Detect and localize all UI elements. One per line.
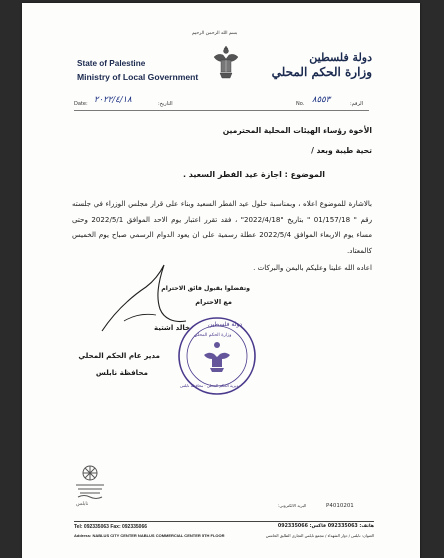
stamp-text-top: دولة فلسطين (208, 321, 243, 328)
date-value: ٢٠٢٢/٤/١٨ (94, 95, 132, 105)
date-label-en: Date: (74, 101, 88, 107)
footer-address-ar: العنوان: نابلس / دوار الشهداء / مجمع نابلس التجاري الطابق الخامس (265, 533, 374, 538)
email-label: البريد الالكتروني: (278, 503, 307, 508)
stamp-text-middle: وزارة الحكم المحلي (194, 333, 232, 338)
letter-page (22, 3, 420, 558)
no-value: ٨٥٥٣ (312, 95, 331, 105)
header-ar-line2: وزارة الحكم المحلي (271, 65, 372, 79)
recipient-line: الأخوة رؤساء الهيئات المحلية المحترمين (222, 126, 372, 135)
logo-caption: نابلس (76, 501, 89, 507)
bismillah: بسم الله الرحمن الرحيم (192, 31, 238, 36)
header-en-line1: State of Palestine (77, 59, 146, 68)
palestine-eagle-emblem-icon (211, 43, 241, 83)
paragraph-main: بالاشارة للموضوع اعلاه ، وبمناسبة حلول عيد الفطر السعيد وبناء على قرار مجلس الوزراء في جلسته رقم " 01/157/18 " بتاريخ "2022/4/18" ، فقد تقرر اعتبار يوم الاحد الموافق 2022/5/1 وحتى مساء يوم الاربعاء الموافق 2022/5/4 عطلة رسمية على ان يعود الدوام الرسمي صباح يوم الخميس كالمعتاد. (72, 199, 372, 255)
date-label-ar: التاريخ: (158, 101, 173, 107)
paragraph-wishes: اعاده الله علينا وعليكم باليمن والبركات . (253, 263, 372, 272)
no-label-en: No. (296, 101, 305, 107)
footer-tel-ar: هاتف: 092335063 فاكس: 092335066 (277, 524, 374, 529)
signatory-governorate: محافظة نابلس (95, 368, 148, 377)
closing-regards: وتفضلوا بقبول فائق الاحترام (161, 285, 250, 292)
header-ar-line1: دولة فلسطين (309, 51, 372, 64)
signatory-title: مدير عام الحكم المحلي (78, 351, 160, 360)
stamp-text-bottom: مديرية الحكم المحلي - محافظة نابلس (180, 383, 241, 388)
header-divider (74, 110, 369, 111)
header-en-line2: Ministry of Local Government (77, 72, 199, 82)
signatory-name: خالد اشتية (153, 324, 190, 332)
footer-tel-en: Tel: 092335063 Fax: 092335066 (74, 524, 148, 530)
no-label-ar: الرقم: (350, 101, 364, 107)
footer-divider (74, 521, 374, 522)
footer-address-en: Address: NABLUS CITY CENTER NABLUS COMMERCIAL CENTER 5TH FLOOR (74, 533, 225, 538)
document-code: P4010201 (326, 503, 354, 509)
closing-respect: مع الاحترام (195, 298, 232, 306)
greeting-line: تحية طيبة وبعد / (311, 146, 372, 155)
subject-line: الموضوع : اجازة عيد الفطر السعيد . (182, 170, 325, 179)
